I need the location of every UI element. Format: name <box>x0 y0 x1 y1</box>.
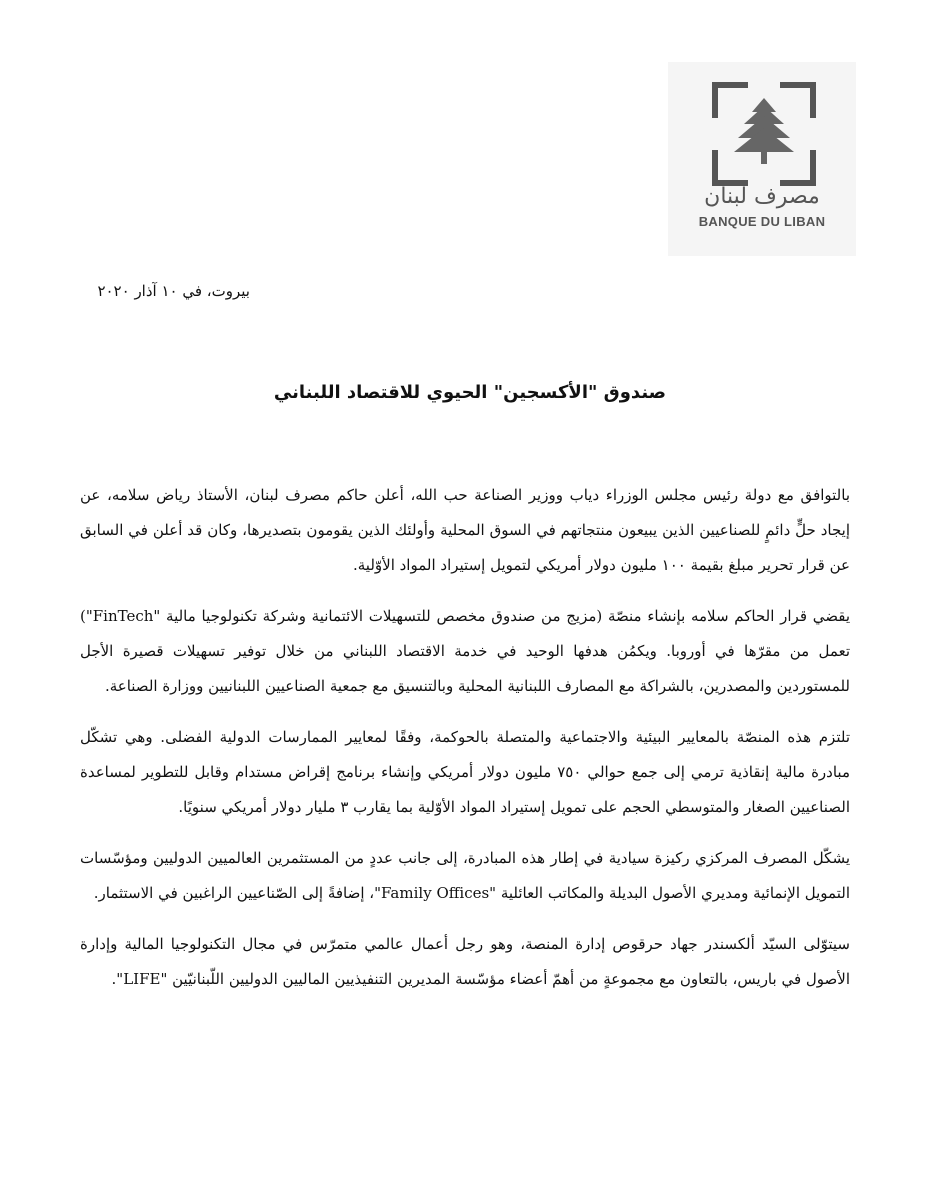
document-date: بيروت، في ١٠ آذار ٢٠٢٠ <box>97 282 250 300</box>
document-body <box>80 478 850 1013</box>
document-title: صندوق "الأكسجين" الحيوي للاقتصاد اللبناني <box>273 382 667 403</box>
logo-arabic-name: مصرف لبنان <box>704 184 820 209</box>
cedar-frame-icon <box>712 82 816 186</box>
logo-english-name: BANQUE DU LIBAN <box>698 214 826 229</box>
bank-logo <box>668 62 856 256</box>
paragraph-4: يشكّل المصرف المركزي ركيزة سيادية في إطار هذه المبادرة، إلى جانب عددٍ من المستثمرين العالميين الدوليين ومؤسّسات التمويل الإنمائية ومديري الأصول البديلة والمكاتب العائلية "Family Offices"، إضافةً إلى الصّناعيين الراغبين في الاستثمار. <box>80 849 850 902</box>
paragraph-2: يقضي قرار الحاكم سلامه بإنشاء منصّة (مزيج من صندوق مخصص للتسهيلات الائتمانية وشركة تكنولوجيا مالية "FinTech") تعمل من مقرّها في أوروبا. ويكمُن هدفها الوحيد في خدمة الاقتصاد اللبناني من خلال توفير تسهيلات قصيرة الأجل للمستوردين والمصدرين، بالشراكة مع المصارف اللبنانية المحلية وبالتنسيق مع جمعية الصناعيين اللبنانيين ووزارة الصناعة. <box>80 607 850 695</box>
paragraph-1: بالتوافق مع دولة رئيس مجلس الوزراء دياب ووزير الصناعة حب الله، أعلن حاكم مصرف لبنان، الأستاذ رياض سلامه، عن إيجاد حلٍّ دائمٍ للصناعيين الذين يبيعون منتجاتهم في السوق المحلية وأولئك الذين يقومون بتصديرها، وكان قد أعلن في السابق عن قرار تحرير مبلغ بقيمة ١٠٠ مليون دولار أمريكي لتمويل إستيراد المواد الأوّلية. <box>80 486 850 574</box>
paragraph-5: سيتوّلى السيّد ألكسندر جهاد حرقوص إدارة المنصة، وهو رجل أعمال عالمي متمرّس في مجال التكنولوجيا المالية وإدارة الأصول في باريس، بالتعاون مع مجموعةٍ من أهمّ أعضاء مؤسّسة المديرين التنفيذيين الماليين الدوليين اللّبنانيّين "LIFE". <box>80 935 850 988</box>
paragraph-3: تلتزم هذه المنصّة بالمعايير البيئية والاجتماعية والمتصلة بالحوكمة، وفقًا لمعايير الممارسات الدولية الفضلى. وهي تشكّل مبادرة مالية إنقاذية ترمي إلى جمع حوالي ٧٥٠ مليون دولار أمريكي وإنشاء برنامج إقراض مستدام وقابل للتطوير لمساعدة الصناعيين الصغار والمتوسطي الحجم على تمويل إستيراد المواد الأوّلية بما يقارب ٣ مليار دولار أمريكي سنويًا. <box>80 728 850 816</box>
